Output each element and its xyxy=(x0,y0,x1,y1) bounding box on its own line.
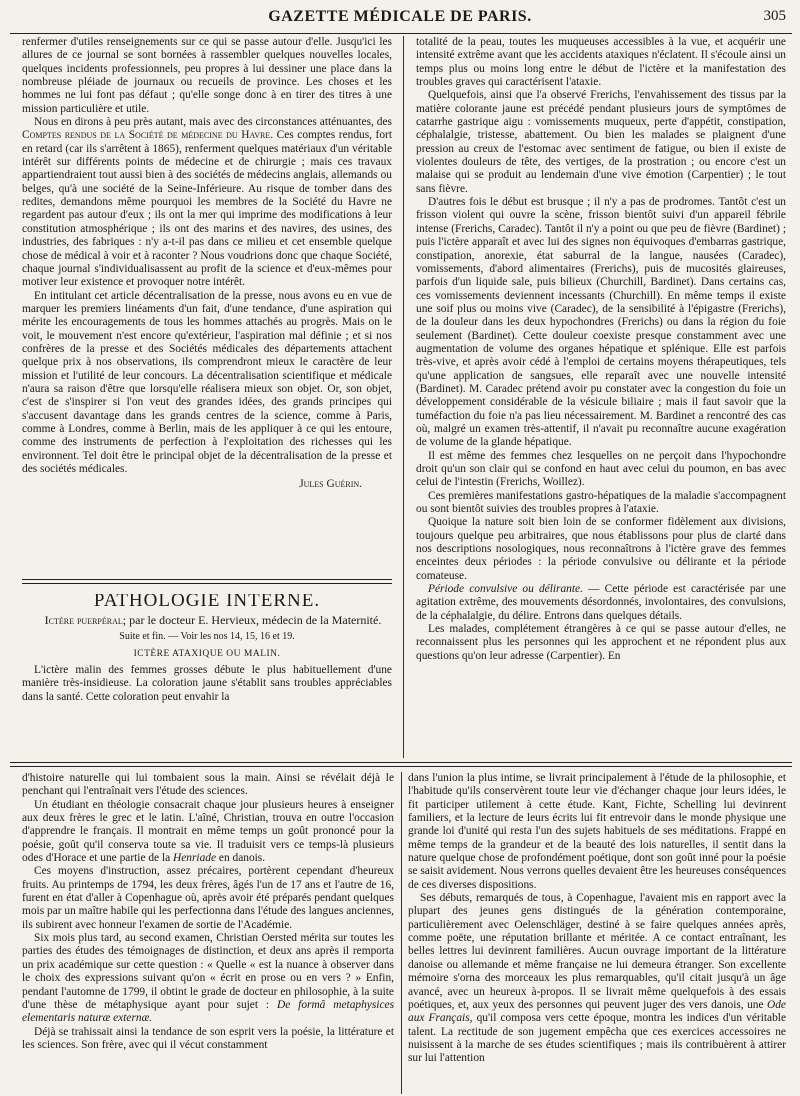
paragraph: Déjà se trahissait ainsi la tendance de son esprit vers la poésie, la littérature et les sciences. Son frère, avec qui il vécut constamment xyxy=(22,1025,394,1051)
paragraph xyxy=(22,932,394,1025)
paragraph: Ces moyens d'instruction, assez précaires, portèrent cependant d'heureux fruits. Au printemps de 1794, les deux frères, âgés l'un de 17 ans et l'autre de 16, furent en état d'aller à Copenhague où, après avoir été préparés pendant quelques mois par un maître habile qui les perfectionna dans l'étude des langues anciennes, ils subirent avec honneur l'examen de sortie de l'Académie. xyxy=(22,865,394,931)
paragraph: d'histoire naturelle qui lui tombaient sous la main. Ainsi se révélait déjà le penchant qui l'entraînait vers l'étude des sciences. xyxy=(22,772,394,798)
column-decentralisation xyxy=(22,36,392,576)
paragraph: L'ictère malin des femmes grosses débute le plus habituellement d'une manière très-insidieuse. La coloration jaune s'établit sans troubles appréciables dans la santé. Cette coloration peut envahir la xyxy=(22,664,392,703)
author-signature: Jules Guérin. xyxy=(299,478,362,491)
text-run: Nous en dirons à peu près autant, mais avec des circonstances atténuantes, des xyxy=(34,116,392,129)
title-author: ; par le docteur E. Hervieux, médecin de la Maternité. xyxy=(122,613,382,628)
paragraph: Quelquefois, ainsi que l'a observé Frerichs, l'envahissement des tissus par la matière colorante jaune est précédé pendant plusieurs jours de symptômes de catarrhe gastrique aigu : vomissements muqueux, perte d'appétit, constipation, céphalalgie, tristesse, abattement. Ou bien les malades se plaignent d'une pression au creux de l'estomac avec sentiment de fatigue, ou bien il existe de violentes douleurs de tête, des vertiges, de la prostration ; ou encore c'est un malaise qui se produit au lendemain d'une vive émotion (Carpentier) ; le tout sans fièvre. xyxy=(416,89,786,195)
feuilleton-separator xyxy=(10,762,792,763)
continuation-note: Suite et fin. — Voir les nos 14, 15, 16 et 19. xyxy=(119,631,295,643)
poem-title: Ode aux Français xyxy=(408,998,786,1025)
page-number: 305 xyxy=(763,8,786,24)
feuilleton-separator xyxy=(10,766,792,767)
paragraph: Quoique la nature soit bien loin de se conformer fidèlement aux divisions, toujours quelque peu arbitraires, que nous établissons pour plus de clarté dans nos descriptions nosologiques, nous reconnaîtrons à l'ictère grave des femmes enceintes deux périodes : la période convulsive ou délirante et la période comateuse. xyxy=(416,516,786,582)
text-run: Ses débuts, remarqués de tous, à Copenhague, l'avaient mis en rapport avec la plupart des jeunes gens distingués de la génération contemporaine, particulièrement avec Oelenschläger, destiné à se faire quelques années après, comme poëte, une réputation brillante et méritée. A ce contact entraînant, les belles lettres lui devinrent familières. Aucun ouvrage important de la littérature danoise ou allemande et même française ne lui demeura étranger. Son excellente mémoire s'orna des morceaux les plus remarquables, qu'il citait jusqu'à un âge avancé, avec un heureux à-propos. Il se livrait même quelquefois à des essais poétiques, et, aux yeux des personnes qui peuvent juger des vers danois, une xyxy=(408,892,786,1011)
article-title xyxy=(22,613,392,627)
column-divider xyxy=(403,36,404,758)
text-run: . Ces comptes rendus, fort en retard (car ils s'arrêtent à 1865), renferment quelques matériaux d'un véritable intérêt sur différents points de médecine et de chirurgie ; mais ces travaux appartiendraient tout aussi bien à des sociétés de médecins anglais, allemands ou belges, qu'à une société de la Seine-Inférieure. Au risque de tomber dans des redites, demandons même pourquoi les membres de la Société du Havre ne regardent pas autour d'eux ; ils ont la mer qui imprime des modifications à leur constitution atmosphérique ; ils ont des marins et des navires, des usines, des industries, des fabriques : n'y a-t-il pas dans ce milieu et cet ensemble quelque chose de médical à voir et à raconter ? Nous voudrions donc que chaque Société, chaque journal s'individualisassent au profit de la science et d'eux-mêmes pour motiver leur existence et provoquer notre intérêt. xyxy=(22,129,392,289)
paragraph: Il est même des femmes chez lesquelles on ne perçoit dans l'hypochondre droit qu'un son clair qui se confond en haut avec celui du poumon, en bas avec celui de l'intestin (Frerichs, Woillez). xyxy=(416,449,786,489)
text-run: en danois. xyxy=(216,852,266,865)
title-main: Ictère puerpéral xyxy=(44,613,123,628)
thesis-title: De formâ metaphysices elementaris naturæ externæ. xyxy=(22,998,394,1025)
article-separator xyxy=(22,583,392,584)
paragraph: totalité de la peau, toutes les muqueuses accessibles à la vue, et acquérir une intensité extrême avant que les accidents ataxiques n'éclatent. Il s'écoule ainsi un temps plus ou moins long entre le début de l'ictère et la manifestation des troubles graves qui caractérisent l'ataxie. xyxy=(416,36,786,89)
book-title: Henriade xyxy=(173,852,217,865)
paragraph xyxy=(22,799,394,866)
paragraph: dans l'union la plus intime, se livrait principalement à l'étude de la philosophie, et l'habitude qu'ils conservèrent toute leur vie d'échanger chaque jour leurs idées, le fit participer utilement à cette étude. Kant, Fichte, Schelling lui devinrent familiers, et la lecture de leurs écrits lui fit entrevoir dans le monde physique une grande loi d'unité qui resta l'un des sujets habituels de ses méditations. Frappé en même temps de la grandeur et de la beauté des lois naturelles, il sentit dans la nature quelque chose de profondément poétique, dont son goût inné pour la poésie se saisit avidement. Nous verrons quelles devaient être les heureuses conséquences de ces diverses dispositions. xyxy=(408,772,786,891)
section-title: PATHOLOGIE INTERNE. xyxy=(93,594,321,611)
society-name: Comptes rendus de la Société de médecine du Havre xyxy=(22,129,271,142)
text-run: Un étudiant en théologie consacrait chaque jour plusieurs heures à enseigner aux deux frères le grec et le latin. L'aîné, Christian, trouva en outre l'occasion d'apprendre le français. Il montrait en même temps un goût prononcé pour la poésie, goût qu'il conserva toute sa vie. Il traduisit vers ce temps-là plusieurs odes d'Horace et une partie de la xyxy=(22,798,394,865)
paragraph: D'autres fois le début est brusque ; il n'y a pas de prodromes. Tantôt c'est un frisson violent qui ouvre la scène, frisson bientôt suivi d'un appareil fébrile intense (Frerichs, Caradec). Tantôt il n'y a point ou que peu de fièvre (Bardinet) ; puis l'ictère apparaît et avec lui des signes non équivoques d'embarras gastrique, constipation, anorexie, état saburral de la langue, nausées (Caradec), vomissements, d'abord alimentaires (Frerichs), puis de mucosités glaireuses, parfois d'un liquide sale, puis bilieux (Churchill, Bardinet). Dans certains cas, ces vomissements deviennent incessants (Churchill). En même temps il existe une soif plus ou moins vive (Caradec), de la sensibilité à l'épigastre (Frerichs), de la douleur dans les deux hypochondres (Frerichs) ou dans la région du foie seulement (Bardinet). Cette douleur coexiste presque constamment avec une augmentation de volume des organes hépatique et splénique. Elle est parfois très-vive, et après avoir cédé à l'emploi de certains moyens thérapeutiques, tels qu'une application de sangsues, elle reparaît avec une nouvelle intensité (Bardinet). M. Caradec prétend avoir pu constater avec la congestion du foie un développement considérable de la vésicule biliaire ; mais il faut savoir que la tuméfaction du foie n'a pas lieu nécessairement. M. Bardinet a rencontré des cas où, malgré un examen très-attentif, il n'avait pu reconnaître aucune exagération de volume de la glande hépatique. xyxy=(416,196,786,449)
text-run: — Cette période est caractérisée par une agitation extrême, des mouvements désordonnés, involontaires, des convulsions, de la céphalalgie, du délire. Entrons dans quelques détails. xyxy=(416,583,786,622)
paragraph: Ces premières manifestations gastro-hépatiques de la maladie s'accompagnent ou sont bientôt suivies des troubles propres à l'ataxie. xyxy=(416,489,786,516)
text-run: , qu'il composa vers cette époque, montra les indices d'un véritable talent. La rectitude de son jugement empêcha que ces exercices accessoires ne nuisissent à la marche de ses études scientifiques ; mais ils contribuèrent à attirer sur lui l'attention xyxy=(408,1012,786,1065)
feuilleton-right xyxy=(408,772,786,1094)
period-heading: Période convulsive ou délirante. xyxy=(428,583,583,596)
paragraph xyxy=(408,892,786,1065)
paragraph: Les malades, complétement étrangères à ce qui se passe autour d'elles, ne reconnaissent plus les personnes qui les approchent et ne répondent plus aux questions qu'on leur adresse (Carpentier). En xyxy=(416,623,786,662)
column-ictere xyxy=(416,36,786,756)
column-pathologie xyxy=(22,594,392,760)
header-rule xyxy=(10,33,792,34)
paragraph xyxy=(22,116,392,289)
paragraph xyxy=(416,583,786,623)
article-separator xyxy=(22,579,392,580)
column-divider xyxy=(401,772,402,1094)
running-header xyxy=(0,8,800,30)
paragraph: renfermer d'utiles renseignements sur ce qui se passe autour d'elle. Jusqu'ici les allures de ce journal se sont bornées à rassembler quelques nouvelles locales, quelques incidents professionnels, peu propres à lui dessiner une place dans la nombreuse pléiade de journaux ou recueils de province. Les choses et les hommes ne lui font pas défaut ; qu'elle songe donc à en tirer des titres à une mission particulière et utile. xyxy=(22,36,392,115)
feuilleton-left xyxy=(22,772,394,1094)
article-subtitle: ICTÈRE ATAXIQUE OU MALIN. xyxy=(133,648,281,659)
text-run: Six mois plus tard, au second examen, Christian Oersted mérita sur toutes les parties des études des témoignages de distinction, et deux ans après il remporta un prix académique sur cette question : « Quelle « est la nuance à observer dans le choix des expressions suivant qu'on « écrit en prose ou en vers ? » Enfin, pendant l'automne de 1799, il obtint le grade de docteur en philosophie, à la suite d'une thèse de métaphysique ayant pour sujet : xyxy=(22,932,394,1011)
journal-title: GAZETTE MÉDICALE DE PARIS. xyxy=(268,8,532,25)
paragraph: En intitulant cet article décentralisation de la presse, nous avons eu en vue de marquer les premiers linéaments d'un fait, d'une tendance, d'une aspiration qui mérite les encouragements de tous les hommes attachés au progrès. Mais on le voit, le mouvement n'est encore qu'extérieur, l'aspiration mal définie ; et si nos confrères de la presse et des Sociétés médicales des départements attachent quelque prix à nos observations, ils comprendront mieux le caractère de leur mission et l'utilité de leur concours. La décentralisation scientifique et médicale n'aura sa raison d'être que lorsqu'elle réalisera mieux son objet. Or, son objet, c'est de s'inspirer si l'on veut des grandes idées, des grands principes qui s'accusent davantage dans les grands centres de la science, comme à Paris, comme à Londres, comme à Berlin, mais de les appliquer à ce qui les entoure, comme des instruments de perfection à l'exploitation des richesses qui les environnent. Tel doit être le principal objet de la décentralisation de la presse et des sociétés médicales. xyxy=(22,289,392,475)
